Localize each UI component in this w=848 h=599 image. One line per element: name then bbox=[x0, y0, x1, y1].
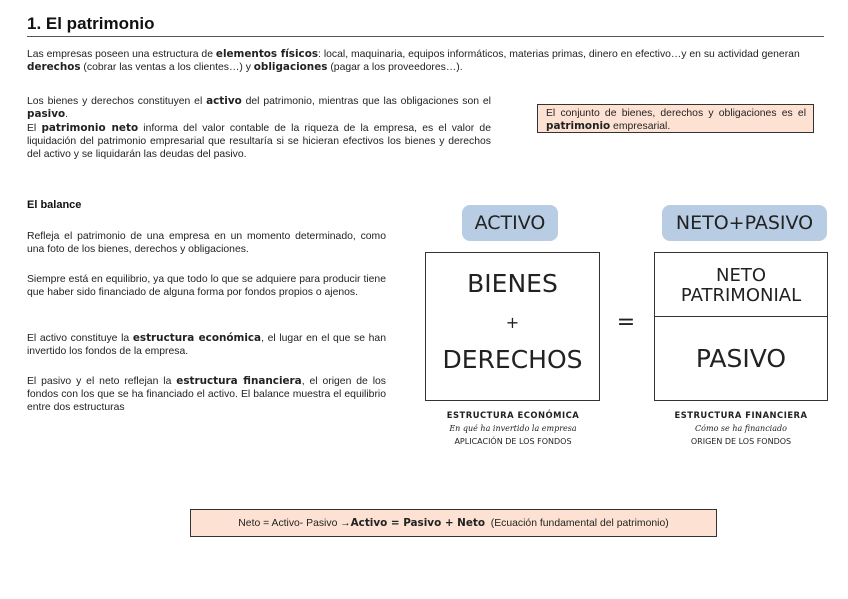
balance-heading: El balance bbox=[27, 199, 82, 211]
left-caption-sub: APLICACIÓN DE LOS FONDOS bbox=[454, 437, 572, 446]
equation-box: Neto = Activo- Pasivo → Activo = Pasivo + Neto (Ecuación fundamental del patrimonio) bbox=[190, 509, 717, 537]
balance-paragraph-3: El activo constituye la estructura económica, el lugar en el que se han invertido los fondos de la empresa. bbox=[27, 332, 386, 357]
right-caption-title: ESTRUCTURA FINANCIERA bbox=[674, 410, 808, 420]
left-caption-title: ESTRUCTURA ECONÓMICA bbox=[446, 410, 580, 420]
page-title: 1. El patrimonio bbox=[27, 14, 155, 33]
plus-sign: + bbox=[505, 313, 520, 332]
neto-paragraph: El patrimonio neto informa del valor contable de la riqueza de la empresa, es el valor de liquidación del patrimonio empresarial que resultaría si se hicieran efectivos los bienes y derechos del activo y se liquidarán las deudas del pasivo. bbox=[27, 122, 491, 160]
left-caption-italic: En qué ha invertido la empresa bbox=[449, 424, 577, 433]
definition-box: El conjunto de bienes, derechos y obligaciones es el patrimonio empresarial. bbox=[537, 104, 814, 133]
right-caption-sub: ORIGEN DE LOS FONDOS bbox=[690, 437, 792, 446]
title-divider bbox=[27, 36, 824, 37]
neto-box bbox=[654, 252, 828, 317]
neto-line1: NETO bbox=[715, 265, 766, 286]
balance-paragraph-4: El pasivo y el neto reflejan la estructura financiera, el origen de los fondos con los que se ha financiado el activo. El balance muestra el equilibrio entre dos estructuras bbox=[27, 375, 387, 413]
pasivo-label: PASIVO bbox=[695, 344, 787, 373]
right-caption-italic: Cómo se ha financiado bbox=[695, 424, 787, 433]
neto-pasivo-label: NETO+PASIVO bbox=[662, 205, 827, 241]
balance-paragraph-2: Siempre está en equilibrio, ya que todo lo que se adquiere para producir tiene que haber sido financiado de alguna forma por fondos propios o ajenos. bbox=[27, 274, 386, 298]
derechos-label: DERECHOS bbox=[442, 345, 583, 374]
right-caption bbox=[641, 410, 841, 446]
equals-sign: = bbox=[616, 310, 636, 335]
bienes-label: BIENES bbox=[467, 269, 558, 298]
neto-line2: PATRIMONIAL bbox=[680, 285, 802, 306]
pasivo-box bbox=[654, 316, 828, 401]
balance-paragraph-1: Refleja el patrimonio de una empresa en un momento determinado, como una foto de los bienes, derechos y obligaciones. bbox=[27, 231, 386, 255]
activo-box bbox=[425, 252, 600, 401]
activo-label: ACTIVO bbox=[462, 205, 558, 241]
intro-paragraph: Las empresas poseen una estructura de elementos físicos: local, maquinaria, equipos informáticos, materias primas, dinero en efectivo…y en su actividad generan derechos (cobrar las ventas a los clientes…) y obligaciones (pagar a los proveedores…). bbox=[27, 48, 800, 73]
left-caption bbox=[413, 410, 613, 446]
activo-paragraph: Los bienes y derechos constituyen el activo del patrimonio, mientras que las obligaciones son el pasivo. bbox=[27, 95, 491, 120]
